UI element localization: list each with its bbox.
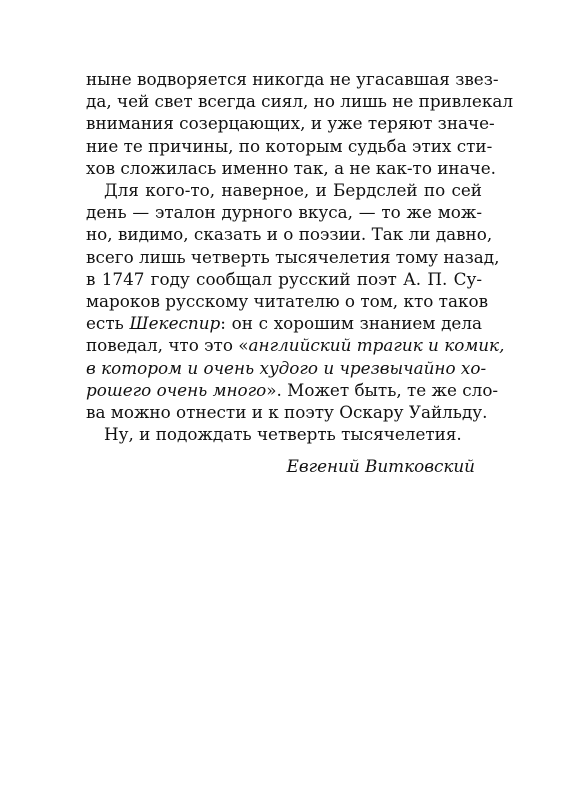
text-line bbox=[86, 113, 495, 134]
text-line bbox=[86, 135, 493, 156]
text-line bbox=[86, 313, 482, 333]
text-segment: внимания созерцающих, и уже теряют значе- bbox=[86, 113, 495, 134]
text-segment: есть bbox=[86, 313, 130, 334]
text-segment: поведал, что это « bbox=[86, 335, 249, 356]
italic-text: Шекеспир bbox=[129, 313, 221, 334]
text-line bbox=[86, 91, 513, 112]
text-line bbox=[86, 246, 500, 267]
text-segment: ние те причины, по которым судьба этих сти- bbox=[86, 135, 493, 156]
text-line bbox=[86, 269, 482, 289]
text-line bbox=[86, 402, 488, 422]
text-segment: Для кого-то, наверное, и Бердслей по сей bbox=[104, 180, 482, 200]
text-segment: в 1747 году сообщал русский поэт А. П. Су- bbox=[86, 268, 482, 289]
italic-text: в котором и очень худого и чрезвычайно хо- bbox=[86, 357, 487, 378]
text-line bbox=[86, 224, 493, 245]
text-segment: Ну, и подождать четверть тысячелетия. bbox=[104, 424, 462, 445]
text-segment: но, видимо, сказать и о поэзии. Так ли давно, bbox=[86, 224, 493, 245]
text-line bbox=[104, 424, 482, 444]
text-segment: хов сложилась именно так, а не как-то иначе. bbox=[86, 157, 496, 178]
italic-text: английский трагик и комик, bbox=[248, 335, 505, 356]
author-signature: Евгений Витковский bbox=[286, 456, 475, 476]
text-line bbox=[86, 291, 489, 311]
text-segment: да, чей свет всегда сиял, но лишь не привлекал bbox=[86, 91, 513, 112]
italic-text: рошего очень много bbox=[86, 379, 267, 400]
text-segment: : он с хорошим знанием дела bbox=[220, 313, 483, 334]
text-segment: ва можно отнести и к поэту Оскару Уайльду. bbox=[86, 402, 488, 422]
text-segment: ныне водворяется никогда не угасавшая звез- bbox=[86, 69, 499, 89]
text-line bbox=[86, 335, 505, 356]
text-segment: день — эталон дурного вкуса, — то же мож- bbox=[86, 202, 482, 223]
text-segment: мароков русскому читателю о том, кто таков bbox=[86, 291, 489, 311]
text-line bbox=[86, 357, 487, 378]
text-line bbox=[86, 157, 496, 178]
text-line bbox=[86, 379, 499, 400]
text-line bbox=[86, 69, 499, 89]
text-segment: всего лишь четверть тысячелетия тому назад, bbox=[86, 246, 500, 267]
text-segment: ». Может быть, те же сло- bbox=[266, 379, 499, 400]
text-line bbox=[104, 180, 482, 200]
text-line bbox=[86, 202, 482, 222]
